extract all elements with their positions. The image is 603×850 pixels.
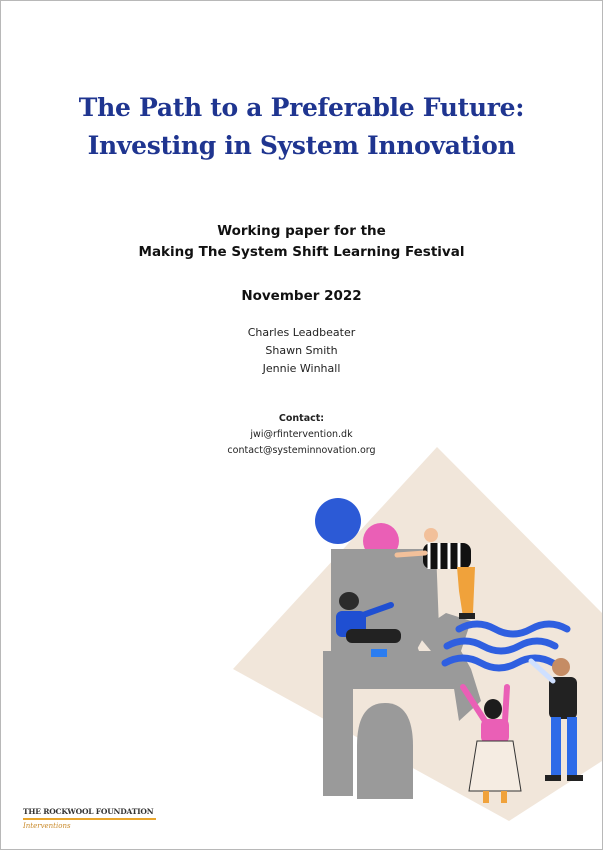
contact-email: jwi@rfintervention.dk (250, 429, 353, 440)
author-name: Shawn Smith (265, 344, 338, 357)
subtitle-line-2: Making The System Shift Learning Festival (138, 244, 465, 260)
logo-unit: Interventions (23, 822, 71, 830)
author-name: Jennie Winhall (262, 362, 341, 375)
logo-accent-bar (23, 818, 156, 820)
blue-ball-icon (315, 498, 361, 544)
logo-organization: THE ROCKWOOL FOUNDATION (23, 807, 154, 816)
cover-illustration (1, 1, 602, 849)
publication-date: November 2022 (241, 288, 362, 304)
title-line-1: The Path to a Preferable Future: (78, 93, 525, 122)
rockwool-foundation-logo (23, 807, 156, 830)
author-name: Charles Leadbeater (247, 326, 356, 339)
subtitle-line-1: Working paper for the (217, 223, 386, 239)
contact-email: contact@systeminnovation.org (227, 445, 376, 456)
title-line-2: Investing in System Innovation (87, 131, 516, 160)
contact-label: Contact: (278, 413, 325, 424)
